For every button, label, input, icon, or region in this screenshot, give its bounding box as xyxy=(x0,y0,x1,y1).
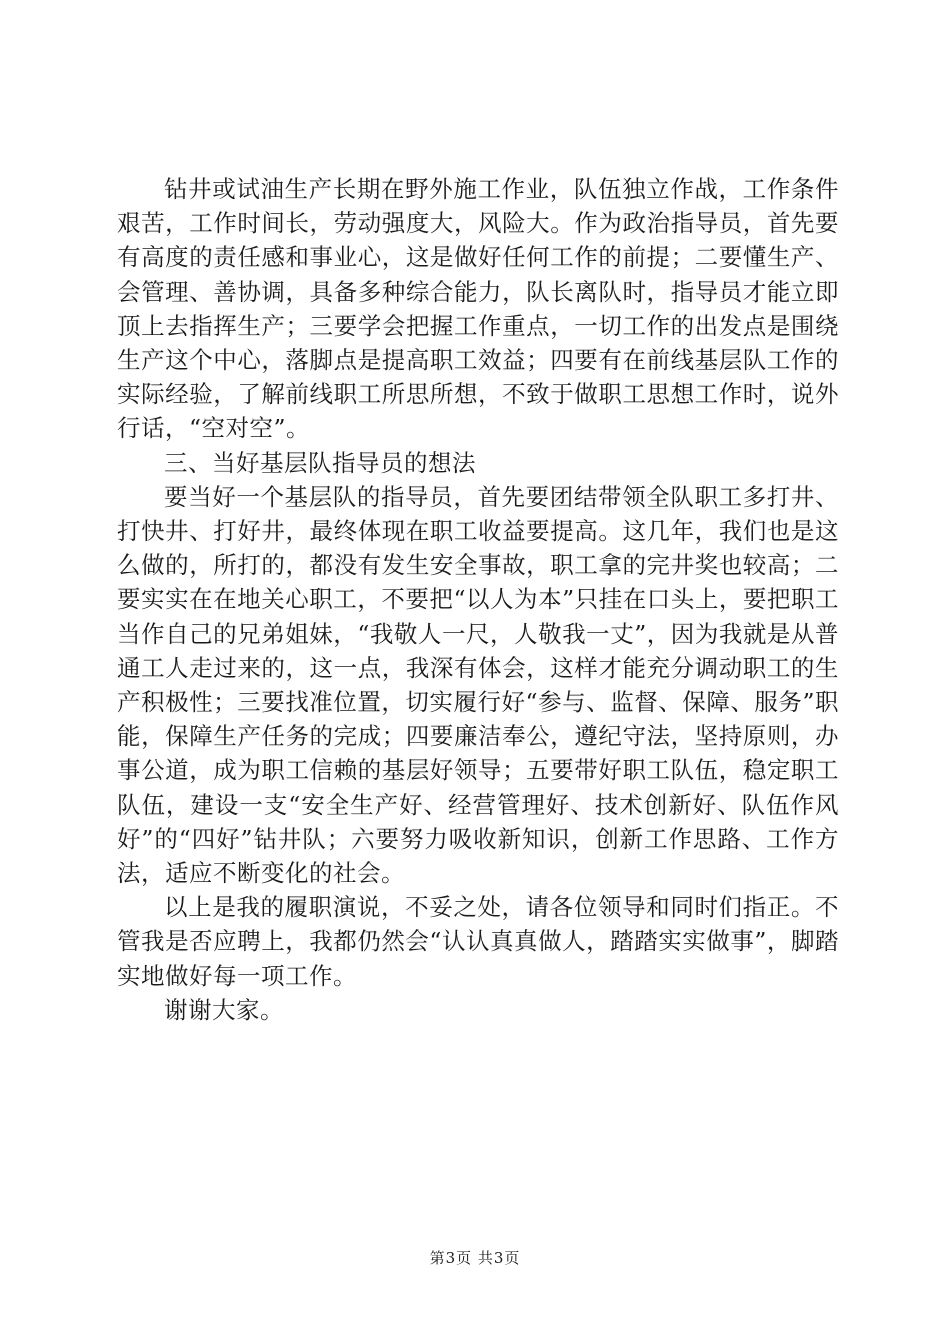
page-number-footer: 第3页 共3页 xyxy=(429,1249,521,1267)
paragraph-closing: 以上是我的履职演说，不妥之处，请各位领导和同时们指正。不管我是否应聘上，我都仍然会“认认真真做人，踏踏实实做事”，脚踏实地做好每一项工作。 xyxy=(117,893,839,990)
paragraph-duties: 钻井或试油生产长期在野外施工作业，队伍独立作战，工作条件艰苦，工作时间长，劳动强度大，风险大。作为政治指导员，首先要有高度的责任感和事业心，这是做好任何工作的前提；二要懂生产、会管理、善协调，具备多种综合能力，队长离队时，指导员才能立即顶上去指挥生产；三要学会把握工作重点，一切工作的出发点是围绕生产这个中心，落脚点是提高职工效益；四要有在前线基层队工作的实际经验，了解前线职工所思所想，不致于做职工思想工作时，说外行话，“空对空”。 xyxy=(117,175,839,443)
document-body xyxy=(117,172,839,1027)
paragraph-thanks: 谢谢大家。 xyxy=(164,995,284,1024)
section-heading: 三、当好基层队指导员的想法 xyxy=(164,448,476,477)
paragraph-plans: 要当好一个基层队的指导员，首先要团结带领全队职工多打井、打快井、打好井，最终体现在职工收益要提高。这几年，我们也是这么做的，所打的，都没有发生安全事故，职工拿的完井奖也较高；二要实实在在地关心职工，不要把“以人为本”只挂在口头上，要把职工当作自己的兄弟姐妹，“我敬人一尺，人敬我一丈”，因为我就是从普通工人走过来的，这一点，我深有体会，这样才能充分调动职工的生产积极性；三要找准位置，切实履行好“参与、监督、保障、服务”职能，保障生产任务的完成；四要廉洁奉公，遵纪守法，坚持原则，办事公道，成为职工信赖的基层好领导；五要带好职工队伍，稳定职工队伍，建设一支“安全生产好、经营管理好、技术创新好、队伍作风好”的“四好”钻井队；六要努力吸收新知识，创新工作思路、工作方法，适应不断变化的社会。 xyxy=(117,482,839,888)
